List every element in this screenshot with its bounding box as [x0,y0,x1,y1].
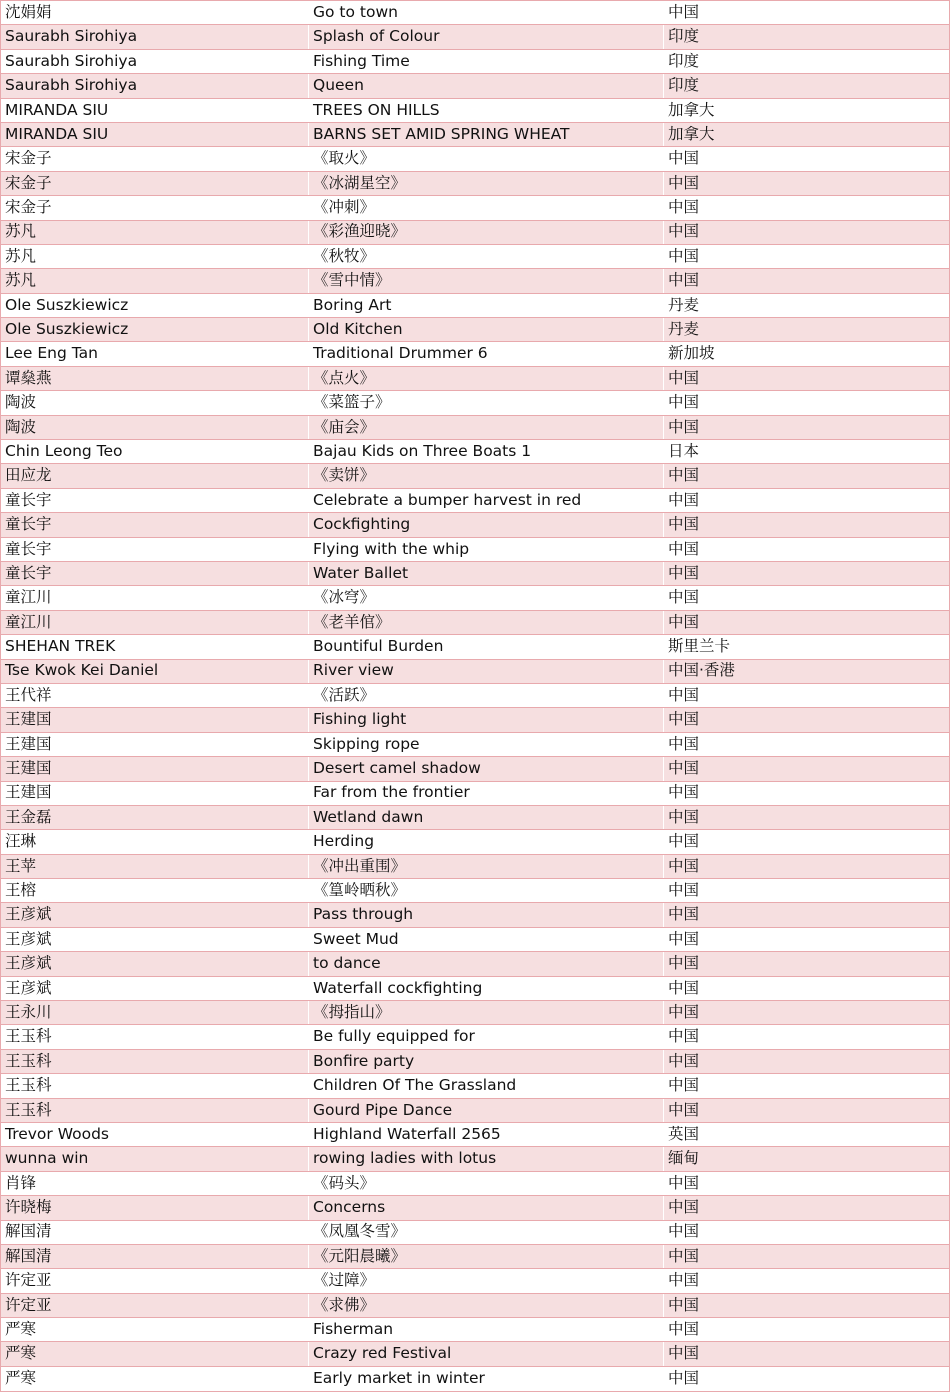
author-cell: 许定亚 [1,1293,309,1317]
author-cell: Trevor Woods [1,1122,309,1146]
title-cell: 《拇指山》 [309,1001,664,1025]
country-cell: 中国 [664,269,950,293]
author-cell: 严寒 [1,1366,309,1391]
author-cell: 严寒 [1,1318,309,1342]
country-cell: 中国 [664,1171,950,1195]
table-row [1,952,950,976]
country-cell: 中国 [664,1366,950,1391]
author-cell: 王彦斌 [1,976,309,1000]
country-cell: 丹麦 [664,293,950,317]
table-row [1,1001,950,1025]
author-cell: 许晓梅 [1,1196,309,1220]
title-cell: 《菜篮子》 [309,391,664,415]
table-row [1,391,950,415]
author-cell: 王榕 [1,879,309,903]
table-row [1,513,950,537]
country-cell: 中国·香港 [664,659,950,683]
table-row [1,1098,950,1122]
table-row [1,757,950,781]
title-cell: Boring Art [309,293,664,317]
country-cell: 印度 [664,74,950,98]
table-row [1,1049,950,1073]
author-cell: Saurabh Sirohiya [1,25,309,49]
table-row [1,1318,950,1342]
country-cell: 印度 [664,25,950,49]
author-cell: 宋金子 [1,196,309,220]
title-cell: Splash of Colour [309,25,664,49]
title-cell: Water Ballet [309,561,664,585]
country-cell: 中国 [664,1220,950,1244]
country-cell: 中国 [664,537,950,561]
title-cell: Highland Waterfall 2565 [309,1122,664,1146]
country-cell: 中国 [664,1098,950,1122]
author-cell: 王玉科 [1,1074,309,1098]
table-row [1,586,950,610]
author-cell: MIRANDA SIU [1,98,309,122]
title-cell: 《点火》 [309,366,664,390]
country-cell: 中国 [664,1342,950,1366]
table-row [1,1244,950,1268]
title-cell: 《凤凰冬雪》 [309,1220,664,1244]
country-cell: 中国 [664,1074,950,1098]
title-cell: Gourd Pipe Dance [309,1098,664,1122]
title-cell: Early market in winter [309,1366,664,1391]
table-row [1,1342,950,1366]
country-cell: 中国 [664,366,950,390]
table-row [1,683,950,707]
author-cell: Tse Kwok Kei Daniel [1,659,309,683]
country-cell: 中国 [664,147,950,171]
title-cell: to dance [309,952,664,976]
title-cell: Flying with the whip [309,537,664,561]
table-row [1,610,950,634]
title-cell: Traditional Drummer 6 [309,342,664,366]
table-row [1,1171,950,1195]
table-row [1,708,950,732]
table-row [1,1366,950,1391]
country-cell: 中国 [664,830,950,854]
title-cell: Fishing light [309,708,664,732]
country-cell: 中国 [664,220,950,244]
author-cell: 王建国 [1,757,309,781]
title-cell: 《庙会》 [309,415,664,439]
table-row [1,927,950,951]
title-cell: 《取火》 [309,147,664,171]
table-row [1,1220,950,1244]
country-cell: 中国 [664,1025,950,1049]
title-cell: Crazy red Festival [309,1342,664,1366]
table-row [1,1122,950,1146]
title-cell: Old Kitchen [309,318,664,342]
country-cell: 丹麦 [664,318,950,342]
table-row [1,1293,950,1317]
country-cell: 中国 [664,1269,950,1293]
country-cell: 中国 [664,854,950,878]
author-cell: 王建国 [1,708,309,732]
author-cell: Saurabh Sirohiya [1,74,309,98]
author-cell: 沈娟娟 [1,1,309,25]
country-cell: 中国 [664,879,950,903]
table-row [1,25,950,49]
country-cell: 中国 [664,513,950,537]
title-cell: 《篁岭晒秋》 [309,879,664,903]
country-cell: 缅甸 [664,1147,950,1171]
country-cell: 中国 [664,683,950,707]
author-cell: 童江川 [1,586,309,610]
author-cell: wunna win [1,1147,309,1171]
table-row [1,1074,950,1098]
country-cell: 中国 [664,952,950,976]
table-row [1,1025,950,1049]
title-cell: Waterfall cockfighting [309,976,664,1000]
country-cell: 中国 [664,391,950,415]
author-cell: 童长宇 [1,488,309,512]
table-row [1,293,950,317]
title-cell: Be fully equipped for [309,1025,664,1049]
country-cell: 英国 [664,1122,950,1146]
table-row [1,1147,950,1171]
title-cell: 《码头》 [309,1171,664,1195]
table-row [1,976,950,1000]
title-cell: Wetland dawn [309,805,664,829]
table-row [1,220,950,244]
title-cell: Celebrate a bumper harvest in red [309,488,664,512]
country-cell: 中国 [664,976,950,1000]
author-cell: 解国清 [1,1220,309,1244]
author-cell: 童长宇 [1,513,309,537]
author-cell: MIRANDA SIU [1,122,309,146]
author-cell: Ole Suszkiewicz [1,293,309,317]
title-cell: Bajau Kids on Three Boats 1 [309,440,664,464]
table-row [1,659,950,683]
title-cell: Children Of The Grassland [309,1074,664,1098]
table-row [1,635,950,659]
author-cell: 王永川 [1,1001,309,1025]
title-cell: 《卖饼》 [309,464,664,488]
title-cell: Fisherman [309,1318,664,1342]
author-cell: Ole Suszkiewicz [1,318,309,342]
author-cell: 王彦斌 [1,927,309,951]
table-row [1,903,950,927]
table-row [1,244,950,268]
title-cell: Bonfire party [309,1049,664,1073]
table-row [1,366,950,390]
country-cell: 斯里兰卡 [664,635,950,659]
author-cell: 严寒 [1,1342,309,1366]
author-cell: 王彦斌 [1,903,309,927]
title-cell: Pass through [309,903,664,927]
title-cell: Sweet Mud [309,927,664,951]
author-cell: 陶波 [1,391,309,415]
title-cell: rowing ladies with lotus [309,1147,664,1171]
country-cell: 中国 [664,1,950,25]
country-cell: 中国 [664,488,950,512]
country-cell: 中国 [664,1318,950,1342]
table-row [1,1269,950,1293]
table-row [1,98,950,122]
title-cell: 《冰湖星空》 [309,171,664,195]
title-cell: 《冲刺》 [309,196,664,220]
country-cell: 中国 [664,1244,950,1268]
title-cell: Far from the frontier [309,781,664,805]
title-cell: 《元阳晨曦》 [309,1244,664,1268]
table-row [1,74,950,98]
title-cell: Bountiful Burden [309,635,664,659]
country-cell: 新加坡 [664,342,950,366]
country-cell: 中国 [664,757,950,781]
author-cell: Saurabh Sirohiya [1,49,309,73]
title-cell: 《活跃》 [309,683,664,707]
table-row [1,488,950,512]
country-cell: 中国 [664,610,950,634]
table-row [1,342,950,366]
country-cell: 加拿大 [664,122,950,146]
country-cell: 中国 [664,1001,950,1025]
author-cell: 王金磊 [1,805,309,829]
country-cell: 中国 [664,1049,950,1073]
author-cell: 童江川 [1,610,309,634]
country-cell: 日本 [664,440,950,464]
entries-table-body [1,1,950,1392]
title-cell: 《雪中情》 [309,269,664,293]
author-cell: 王彦斌 [1,952,309,976]
title-cell: Go to town [309,1,664,25]
country-cell: 中国 [664,1196,950,1220]
table-row [1,196,950,220]
title-cell: 《过障》 [309,1269,664,1293]
country-cell: 中国 [664,732,950,756]
country-cell: 中国 [664,586,950,610]
author-cell: 汪琳 [1,830,309,854]
title-cell: TREES ON HILLS [309,98,664,122]
title-cell: 《求佛》 [309,1293,664,1317]
title-cell: 《冲出重围》 [309,854,664,878]
country-cell: 中国 [664,171,950,195]
table-row [1,805,950,829]
author-cell: 解国清 [1,1244,309,1268]
author-cell: 肖锋 [1,1171,309,1195]
author-cell: 苏凡 [1,269,309,293]
title-cell: 《老羊倌》 [309,610,664,634]
country-cell: 加拿大 [664,98,950,122]
table-row [1,269,950,293]
table-row [1,781,950,805]
author-cell: 王代祥 [1,683,309,707]
author-cell: 童长宇 [1,561,309,585]
table-row [1,1196,950,1220]
author-cell: 王玉科 [1,1098,309,1122]
title-cell: 《秋牧》 [309,244,664,268]
table-row [1,537,950,561]
country-cell: 中国 [664,244,950,268]
author-cell: 王建国 [1,732,309,756]
table-row [1,49,950,73]
title-cell: River view [309,659,664,683]
table-row [1,464,950,488]
title-cell: Cockfighting [309,513,664,537]
table-row [1,854,950,878]
table-row [1,415,950,439]
title-cell: Fishing Time [309,49,664,73]
author-cell: 宋金子 [1,171,309,195]
author-cell: Chin Leong Teo [1,440,309,464]
author-cell: 宋金子 [1,147,309,171]
title-cell: 《冰穹》 [309,586,664,610]
title-cell: BARNS SET AMID SPRING WHEAT [309,122,664,146]
country-cell: 中国 [664,415,950,439]
country-cell: 印度 [664,49,950,73]
author-cell: Lee Eng Tan [1,342,309,366]
table-row [1,440,950,464]
title-cell: Desert camel shadow [309,757,664,781]
author-cell: 王苹 [1,854,309,878]
author-cell: 王建国 [1,781,309,805]
table-row [1,122,950,146]
table-row [1,879,950,903]
table-row [1,1,950,25]
table-row [1,171,950,195]
table-row [1,318,950,342]
author-cell: 王玉科 [1,1025,309,1049]
title-cell: Herding [309,830,664,854]
table-row [1,830,950,854]
author-cell: 许定亚 [1,1269,309,1293]
author-cell: 王玉科 [1,1049,309,1073]
table-row [1,561,950,585]
author-cell: 田应龙 [1,464,309,488]
author-cell: 苏凡 [1,244,309,268]
author-cell: 苏凡 [1,220,309,244]
country-cell: 中国 [664,561,950,585]
country-cell: 中国 [664,1293,950,1317]
table-row [1,147,950,171]
author-cell: SHEHAN TREK [1,635,309,659]
country-cell: 中国 [664,464,950,488]
country-cell: 中国 [664,927,950,951]
title-cell: Queen [309,74,664,98]
country-cell: 中国 [664,708,950,732]
title-cell: Concerns [309,1196,664,1220]
country-cell: 中国 [664,781,950,805]
country-cell: 中国 [664,196,950,220]
author-cell: 陶波 [1,415,309,439]
author-cell: 谭燊燕 [1,366,309,390]
author-cell: 童长宇 [1,537,309,561]
title-cell: 《彩渔迎晓》 [309,220,664,244]
title-cell: Skipping rope [309,732,664,756]
country-cell: 中国 [664,903,950,927]
table-row [1,732,950,756]
country-cell: 中国 [664,805,950,829]
